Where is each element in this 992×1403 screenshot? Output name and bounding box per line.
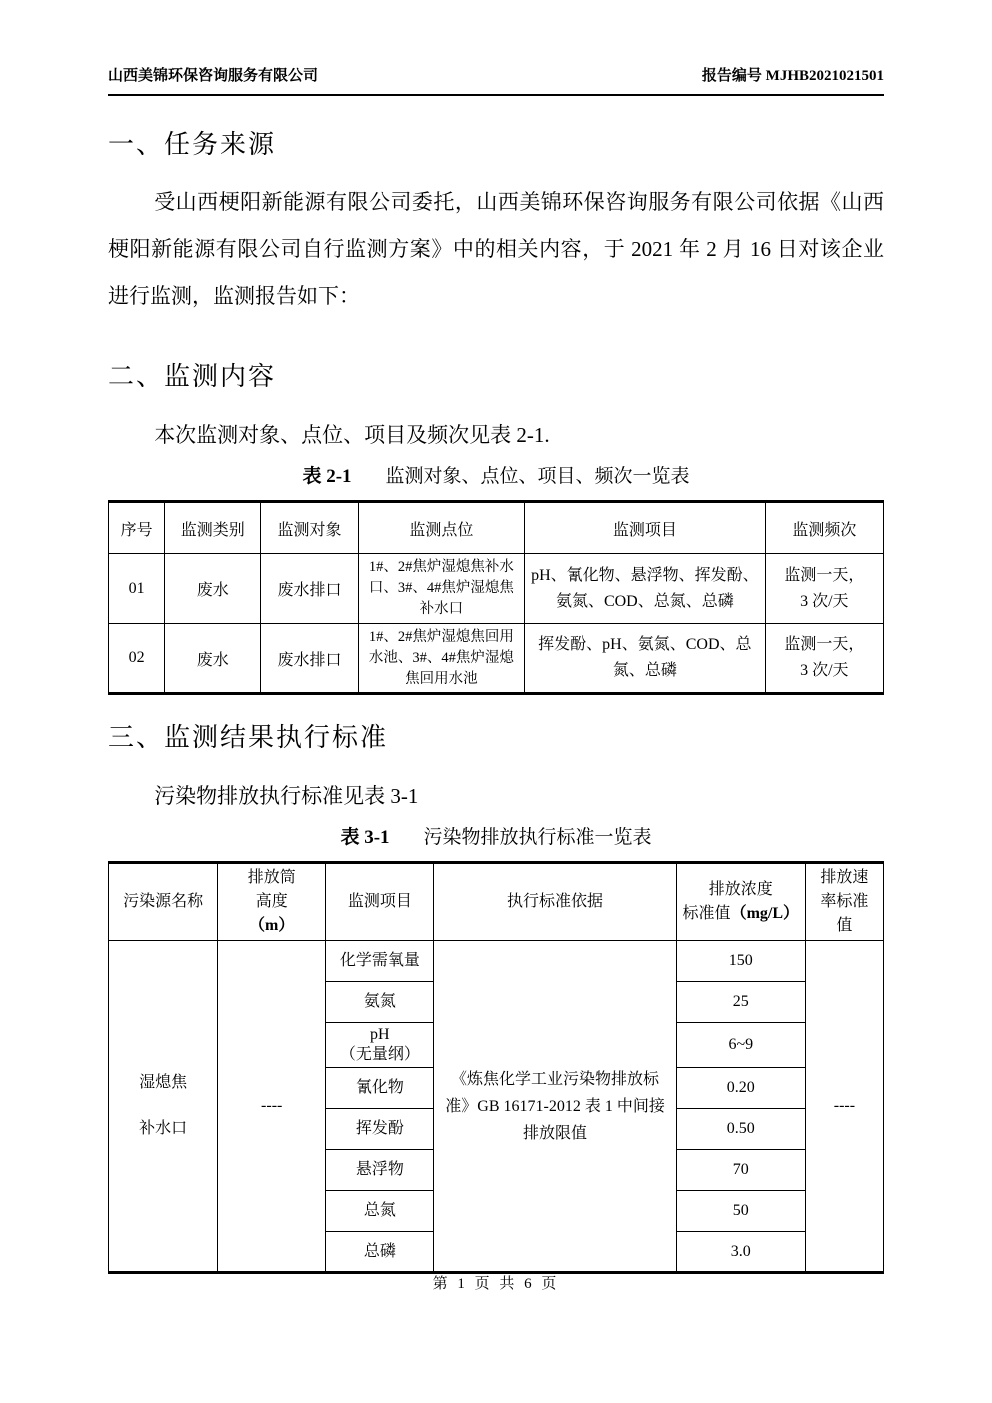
- cell-stack-height: ----: [218, 941, 326, 1273]
- table-2-1: [108, 500, 884, 695]
- t31-col-item: 监测项目: [326, 863, 434, 941]
- t31-conc-line2: [680, 902, 802, 926]
- t31-col-stack-height: [218, 863, 326, 941]
- standards-paragraph: 污染物排放执行标准见表 3-1: [154, 784, 419, 808]
- t21-col-items: 监测项目: [525, 502, 766, 554]
- cell-standard-basis: 《炼焦化学工业污染物排放标准》GB 16171-2012 表 1 中间接排放限值: [434, 941, 676, 1273]
- table-row: [109, 624, 884, 694]
- cell-limit-value: 0.20: [676, 1068, 805, 1109]
- cell-rate-value: ----: [805, 941, 883, 1273]
- cell-item: 挥发酚: [326, 1109, 434, 1150]
- t21-col-category: 监测类别: [165, 502, 261, 554]
- section-1-title: 一、任务来源: [108, 130, 277, 159]
- table-3-1-caption-label: 表 3-1: [340, 827, 390, 848]
- monitoring-content-paragraph: 本次监测对象、点位、项目及频次见表 2-1.: [154, 423, 550, 447]
- cell-limit-value: 6~9: [676, 1023, 805, 1068]
- t31-col-source: 污染源名称: [109, 863, 218, 941]
- cell-limit-value: 25: [676, 982, 805, 1023]
- t21-col-frequency: 监测频次: [765, 502, 883, 554]
- cell-limit-value: 50: [676, 1191, 805, 1232]
- table-2-1-caption-text: 监测对象、点位、项目、频次一览表: [385, 466, 690, 487]
- t21-col-serial: 序号: [109, 502, 165, 554]
- cell-item: 氨氮: [326, 982, 434, 1023]
- table-3-1-caption: [108, 822, 884, 849]
- cell-frequency: 监测一天， 3 次/天: [765, 554, 883, 624]
- page-footer: 第 1 页 共 6 页: [432, 1276, 560, 1292]
- task-source-paragraph: 受山西梗阳新能源有限公司委托，山西美锦环保咨询服务有限公司依据《山西梗阳新能源有限公司自行监测方案》中的相关内容，于 2021 年 2 月 16 日对该企业进行监测，监测报告如下：: [108, 190, 884, 308]
- cell-item: 总氮: [326, 1191, 434, 1232]
- page-header: [108, 0, 884, 96]
- cell-frequency: 监测一天， 3 次/天: [765, 624, 883, 694]
- company-name: 山西美锦环保咨询服务有限公司: [108, 68, 319, 84]
- cell-serial: 01: [109, 554, 165, 624]
- cell-point: 1#、2#焦炉湿熄焦回用水池、3#、4#焦炉湿熄焦回用水池: [358, 624, 524, 694]
- cell-item: 氰化物: [326, 1068, 434, 1109]
- t21-col-object: 监测对象: [261, 502, 358, 554]
- cell-object: 废水排口: [261, 554, 358, 624]
- table-row: [109, 941, 884, 982]
- cell-category: 废水: [165, 554, 261, 624]
- t31-col-concentration: [676, 863, 805, 941]
- t31-height-line1: 排放筒: [247, 869, 296, 886]
- t31-height-line2: 高度: [255, 893, 288, 910]
- table-2-1-header-row: [109, 502, 884, 554]
- t31-col-standard: 执行标准依据: [434, 863, 676, 941]
- t31-col-rate: 排放速 率标准 值: [805, 863, 883, 941]
- t31-conc-unit: （mg/L）: [730, 905, 800, 922]
- cell-point: 1#、2#焦炉湿熄焦补水口、3#、4#焦炉湿熄焦补水口: [358, 554, 524, 624]
- cell-item: 悬浮物: [326, 1150, 434, 1191]
- t21-col-point: 监测点位: [358, 502, 524, 554]
- cell-items: pH、氰化物、悬浮物、挥发酚、氨氮、COD、总氮、总磷: [525, 554, 766, 624]
- cell-limit-value: 3.0: [676, 1232, 805, 1273]
- cell-item: 化学需氧量: [326, 941, 434, 982]
- table-row: [109, 554, 884, 624]
- table-3-1-header-row: [109, 863, 884, 941]
- table-2-1-caption-label: 表 2-1: [302, 466, 352, 487]
- cell-serial: 02: [109, 624, 165, 694]
- t31-conc-line1: 排放浓度: [708, 881, 773, 898]
- t31-conc-line2-text: 标准值: [682, 905, 731, 922]
- cell-source-name: 湿熄焦 补水口: [109, 941, 218, 1273]
- t31-height-unit: （m）: [249, 917, 295, 934]
- section-2-title: 二、监测内容: [108, 362, 277, 391]
- table-3-1-caption-text: 污染物排放执行标准一览表: [423, 827, 652, 848]
- cell-limit-value: 150: [676, 941, 805, 982]
- cell-limit-value: 70: [676, 1150, 805, 1191]
- table-3-1: [108, 861, 884, 1274]
- table-2-1-caption: [108, 461, 884, 488]
- cell-item: 总磷: [326, 1232, 434, 1273]
- cell-category: 废水: [165, 624, 261, 694]
- cell-item: pH （无量纲）: [326, 1023, 434, 1068]
- cell-items: 挥发酚、pH、氨氮、COD、总氮、总磷: [525, 624, 766, 694]
- cell-object: 废水排口: [261, 624, 358, 694]
- report-number: 报告编号 MJHB2021021501: [701, 68, 884, 84]
- section-3-title: 三、监测结果执行标准: [108, 723, 389, 752]
- cell-limit-value: 0.50: [676, 1109, 805, 1150]
